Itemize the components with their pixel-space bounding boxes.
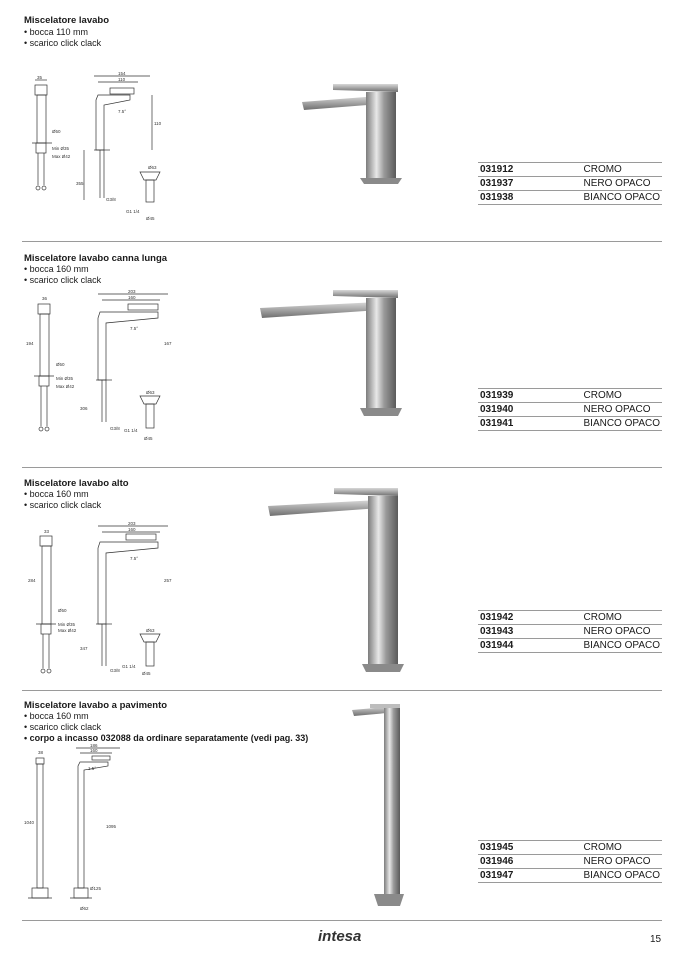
- product-photo: [266, 486, 411, 676]
- footer-divider: [22, 920, 662, 921]
- product-code: 031912: [480, 164, 514, 175]
- dimension-label: Max Ø42: [56, 384, 75, 389]
- feature-item: • bocca 160 mm: [24, 489, 89, 499]
- table-row: [478, 639, 662, 653]
- finish-label: BIANCO OPACO: [583, 418, 660, 429]
- dimension-label: G3/8: [110, 426, 120, 431]
- product-code: 031942: [480, 612, 514, 623]
- feature-list: [24, 711, 308, 744]
- product-code: 031937: [480, 178, 514, 189]
- product-code: 031945: [480, 842, 514, 853]
- dimension-label: Min Ø35: [52, 146, 70, 151]
- product-code: 031938: [480, 192, 514, 203]
- dimension-label: G3/8: [106, 197, 116, 202]
- product-code: 031941: [480, 418, 514, 429]
- dimension-label: G1 1/4: [122, 664, 136, 669]
- dimension-label: Ø45: [146, 216, 155, 221]
- table-row: [478, 869, 662, 883]
- table-row: [478, 841, 662, 855]
- dimension-label: 186: [90, 744, 98, 748]
- dimension-label: 160: [128, 295, 136, 300]
- dimension-label: 257: [164, 578, 172, 583]
- section-divider: [22, 690, 662, 691]
- finish-label: BIANCO OPACO: [583, 640, 660, 651]
- technical-drawing: [18, 522, 193, 680]
- dimension-label: 160: [128, 527, 136, 532]
- finish-label: BIANCO OPACO: [583, 870, 660, 881]
- product-code: 031947: [480, 870, 514, 881]
- dimension-label: 160: [90, 748, 98, 753]
- dimension-label: Ø50: [52, 129, 61, 134]
- dimension-label: G1 1/4: [124, 428, 138, 433]
- product-code: 031946: [480, 856, 514, 867]
- feature-item: • scarico click clack: [24, 275, 102, 285]
- brand-logo: [318, 928, 361, 945]
- section-divider: [22, 241, 662, 242]
- dimension-label: Ø50: [56, 362, 65, 367]
- finish-label: CROMO: [583, 164, 622, 175]
- dimension-label: Ø63: [146, 628, 155, 633]
- feature-item: • corpo a incasso 032088 da ordinare separatamente (vedi pag. 33): [24, 733, 309, 743]
- finish-label: NERO OPACO: [583, 178, 651, 189]
- dimension-label: Ø45: [144, 436, 153, 441]
- page-number: 15: [650, 934, 662, 945]
- finish-label: BIANCO OPACO: [583, 192, 660, 203]
- dimension-label: 347: [80, 646, 88, 651]
- product-title: Miscelatore lavabo alto: [24, 478, 129, 489]
- table-row: [478, 163, 662, 177]
- dimension-label: 33: [44, 529, 50, 534]
- finish-label: CROMO: [583, 390, 622, 401]
- dimension-label: Ø45: [142, 671, 151, 676]
- finish-label: NERO OPACO: [583, 856, 651, 867]
- technical-drawing: [18, 290, 193, 445]
- feature-list: [24, 489, 101, 511]
- product-title: Miscelatore lavabo canna lunga: [24, 253, 168, 264]
- technical-drawing: [18, 70, 193, 230]
- dimension-label: 36: [42, 296, 48, 301]
- table-row: [478, 855, 662, 869]
- logo-text: intesa: [318, 928, 362, 945]
- feature-item: • scarico click clack: [24, 38, 102, 48]
- table-row: [478, 611, 662, 625]
- feature-item: • bocca 160 mm: [24, 711, 89, 721]
- table-row: [478, 191, 662, 205]
- table-row: [478, 403, 662, 417]
- product-photo: [350, 702, 410, 910]
- dimension-label: Max Ø42: [58, 628, 77, 633]
- table-row: [478, 389, 662, 403]
- code-table: [478, 610, 662, 653]
- dimension-label: 7.5°: [130, 326, 139, 331]
- code-table: [478, 162, 662, 205]
- dimension-label: 7.5°: [130, 556, 139, 561]
- dimension-label: 194: [26, 341, 34, 346]
- finish-label: CROMO: [583, 612, 622, 623]
- product-title: Miscelatore lavabo: [24, 15, 110, 26]
- dimension-label: G1 1/4: [126, 209, 140, 214]
- feature-item: • bocca 110 mm: [24, 27, 89, 37]
- dimension-label: 110: [154, 121, 162, 126]
- section-divider: [22, 467, 662, 468]
- finish-label: NERO OPACO: [583, 404, 651, 415]
- finish-label: NERO OPACO: [583, 626, 651, 637]
- feature-list: [24, 264, 101, 286]
- table-row: [478, 177, 662, 191]
- dimension-label: 284: [28, 578, 36, 583]
- feature-item: • scarico click clack: [24, 722, 102, 732]
- dimension-label: 110: [118, 77, 126, 82]
- dimension-label: 167: [164, 341, 172, 346]
- table-row: [478, 625, 662, 639]
- product-photo: [258, 288, 408, 423]
- dimension-label: 355: [76, 181, 84, 186]
- feature-item: • bocca 160 mm: [24, 264, 89, 274]
- dimension-label: Ø63: [146, 390, 155, 395]
- dimension-label: Ø50: [58, 608, 67, 613]
- dimension-label: Min Ø35: [58, 622, 76, 627]
- dimension-label: Min Ø35: [56, 376, 74, 381]
- feature-list: [24, 27, 101, 49]
- feature-item: • scarico click clack: [24, 500, 102, 510]
- code-table: [478, 388, 662, 431]
- dimension-label: 38: [38, 750, 44, 755]
- product-code: 031943: [480, 626, 514, 637]
- dimension-label: 154: [118, 71, 126, 76]
- dimension-label: G3/8: [110, 668, 120, 673]
- dimension-label: 35: [37, 75, 43, 80]
- dimension-label: 1.5°: [88, 766, 97, 771]
- dimension-label: Ø125: [90, 886, 102, 891]
- dimension-label: 7.5°: [118, 109, 127, 114]
- technical-drawing: [18, 744, 138, 916]
- dimension-label: Ø63: [148, 165, 157, 170]
- finish-label: CROMO: [583, 842, 622, 853]
- product-code: 031944: [480, 640, 514, 651]
- dimension-label: 1095: [106, 824, 117, 829]
- dimension-label: 1040: [24, 820, 35, 825]
- dimension-label: Max Ø42: [52, 154, 71, 159]
- table-row: [478, 417, 662, 431]
- product-code: 031940: [480, 404, 514, 415]
- product-photo: [298, 82, 408, 187]
- dimension-label: 203: [128, 290, 136, 294]
- code-table: [478, 840, 662, 883]
- product-code: 031939: [480, 390, 514, 401]
- dimension-label: 203: [128, 522, 136, 526]
- dimension-label: Ø62: [80, 906, 89, 911]
- product-title: Miscelatore lavabo a pavimento: [24, 700, 168, 711]
- dimension-label: 306: [80, 406, 88, 411]
